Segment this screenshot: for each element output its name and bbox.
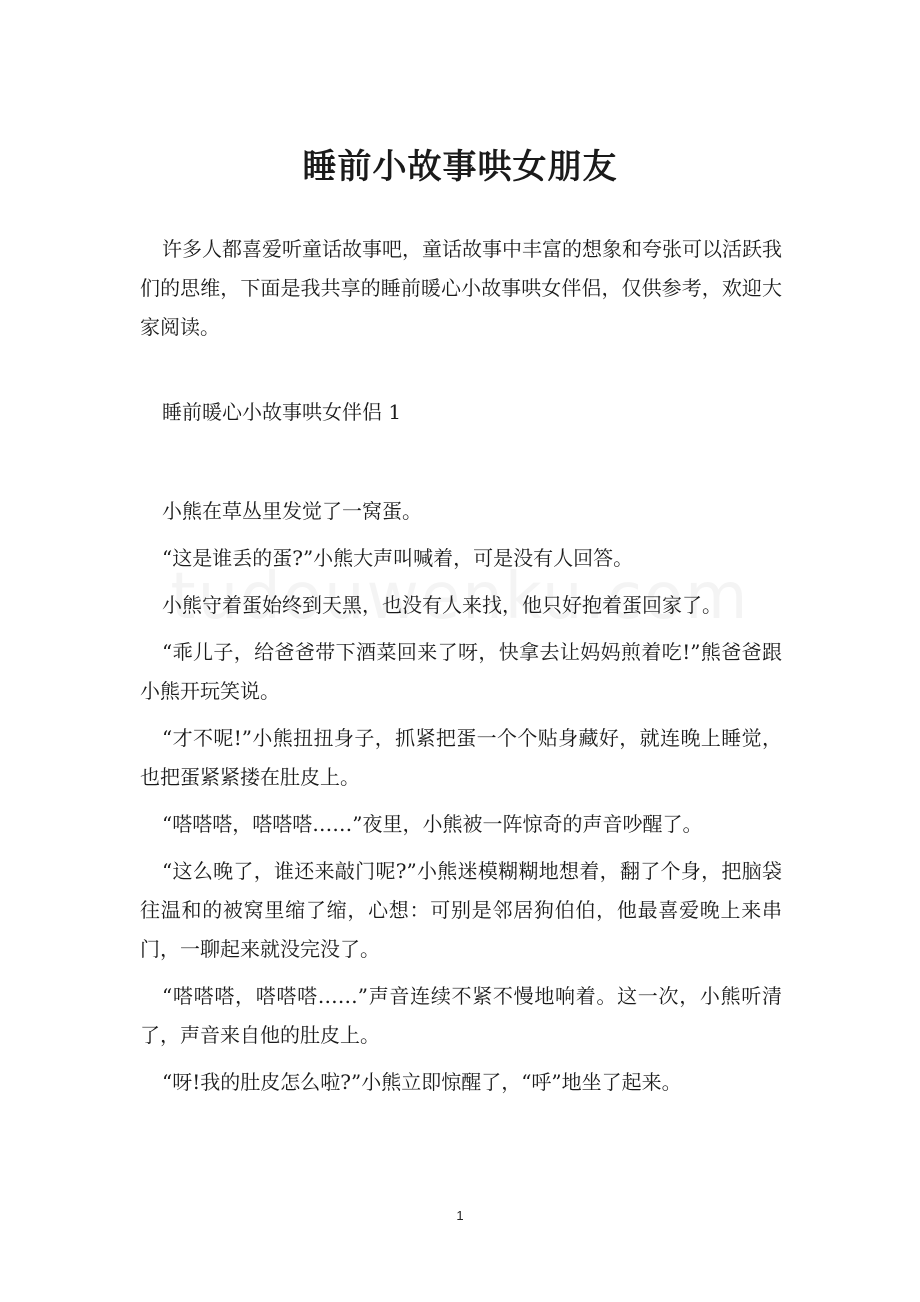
- story-paragraph: “乖儿子，给爸爸带下酒菜回来了呀，快拿去让妈妈煎着吃!”熊爸爸跟小熊开玩笑说。: [140, 640, 782, 703]
- story-paragraph: 小熊守着蛋始终到天黑，也没有人来找，他只好抱着蛋回家了。: [162, 593, 722, 617]
- document-title: 睡前小故事哄女朋友: [302, 147, 618, 187]
- story-paragraph: 小熊在草丛里发觉了一窝蛋。: [162, 499, 422, 523]
- story-paragraph: “这是谁丢的蛋?”小熊大声叫喊着，可是没有人回答。: [162, 546, 634, 570]
- story-paragraph: “嗒嗒嗒，嗒嗒嗒……”声音连续不紧不慢地响着。这一次，小熊听清了，声音来自他的肚皮上。: [140, 984, 782, 1047]
- document-body: [140, 230, 782, 1110]
- story-paragraph: “嗒嗒嗒，嗒嗒嗒……”夜里，小熊被一阵惊奇的声音吵醒了。: [162, 812, 703, 836]
- story-paragraph: “呀!我的肚皮怎么啦?”小熊立即惊醒了，“呼”地坐了起来。: [162, 1070, 682, 1094]
- story-paragraph: “才不呢!”小熊扭扭身子，抓紧把蛋一个个贴身藏好，就连晚上睡觉，也把蛋紧紧搂在肚皮上。: [140, 726, 782, 789]
- story-paragraph: “这么晚了，谁还来敲门呢?”小熊迷模糊糊地想着，翻了个身，把脑袋往温和的被窝里缩了缩，心想：可别是邻居狗伯伯，他最喜爱晚上来串门，一聊起来就没完没了。: [140, 859, 782, 961]
- intro-paragraph: 许多人都喜爱听童话故事吧，童话故事中丰富的想象和夸张可以活跃我们的思维，下面是我共享的睡前暖心小故事哄女伴侣，仅供参考，欢迎大家阅读。: [140, 237, 782, 339]
- page-number: 1: [456, 1208, 464, 1223]
- section-heading: 睡前暖心小故事哄女伴侣 1: [162, 400, 402, 424]
